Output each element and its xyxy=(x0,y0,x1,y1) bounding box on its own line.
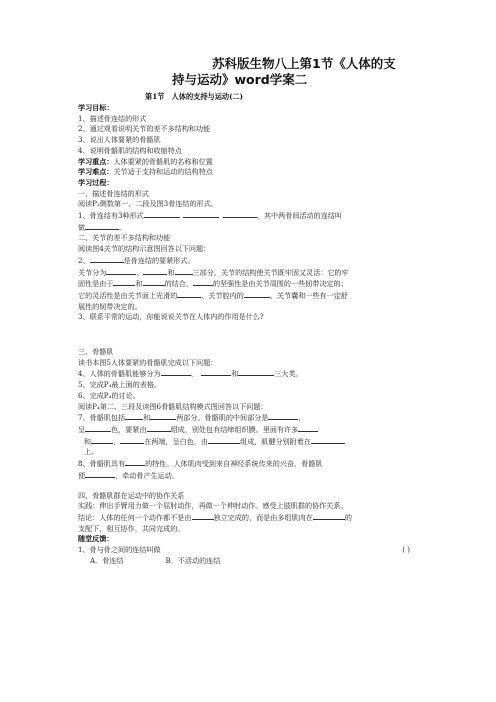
question-text: 的 xyxy=(344,512,352,522)
question-text: 、关节腔内的 xyxy=(201,290,244,300)
question-8 xyxy=(78,458,418,470)
question-text: 它的灵活性是由关节面上光滑的 xyxy=(78,290,178,300)
question-text: 1、骨连结有3种形式 xyxy=(78,211,144,221)
option-a[interactable]: A．骨连结 xyxy=(90,555,124,565)
question-text: 和 xyxy=(84,436,92,446)
question-text: 色，要紧由 xyxy=(111,424,147,434)
question-text: 2、 xyxy=(78,255,90,265)
difficulty-text: 关节适于支持和运动的结构特点 xyxy=(113,167,213,177)
feedback-options xyxy=(78,556,418,567)
answer-blank[interactable] xyxy=(113,278,135,286)
answer-blank[interactable] xyxy=(238,368,274,376)
question-text: 是骨连结的要紧形式。 xyxy=(123,255,195,265)
question-text: 的特性。人体肌肉受到来自神经系统传来的兴奋，骨骼肌 xyxy=(145,459,323,469)
answer-blank[interactable] xyxy=(85,470,115,478)
answer-blank[interactable] xyxy=(193,278,213,286)
question-5: 5、完成P₄最上面的表格。 xyxy=(78,380,162,390)
question-text: 、关节囊和一些有一定舒 xyxy=(269,290,348,300)
answer-blank[interactable] xyxy=(85,424,111,432)
document-body xyxy=(78,103,418,566)
joint-paragraph-line3 xyxy=(78,290,418,302)
question-text: 8、骨骼肌具有 xyxy=(78,459,126,469)
question-text: 和 xyxy=(143,413,151,423)
question-text: 独立完成的，而是由多组肌肉在 xyxy=(213,512,313,522)
question-8-cont xyxy=(78,470,418,482)
question-text: 4、人体的骨骼肌能够分为 xyxy=(78,369,161,379)
question-text: 固性是由于 xyxy=(78,279,114,289)
question-text: 、 xyxy=(190,369,198,379)
question-text: 在两端，呈白色，由 xyxy=(144,436,209,446)
question-text: 的结合， xyxy=(164,279,193,289)
question-text: 和 xyxy=(231,369,239,379)
answer-blank[interactable] xyxy=(147,424,171,432)
question-text: 、 xyxy=(136,267,144,277)
question-7-line4: 上。 xyxy=(84,447,99,457)
question-text: 关节分为 xyxy=(78,267,107,277)
objective-item: 1、描述骨连结的形式 xyxy=(78,113,147,123)
joint-paragraph-line2 xyxy=(78,278,418,290)
objective-item: 2、通过观看说明关节的差不多结构和功能 xyxy=(78,124,211,134)
question-text: 两部分。骨骼肌的中间部分是 xyxy=(176,413,269,423)
section-subtitle: 第1节 人体的支持与运动(二) xyxy=(145,92,244,101)
question-7-line2 xyxy=(78,424,418,436)
answer-blank[interactable] xyxy=(144,210,180,218)
question-text: 和 xyxy=(167,267,175,277)
objective-item: 4、说明骨骼肌的结构和收缩特点 xyxy=(78,145,182,155)
answer-blank[interactable] xyxy=(208,436,240,444)
key-point-text: 人体要紧的骨骼肌的名称和位置 xyxy=(113,156,213,166)
question-text: 做 xyxy=(78,222,86,232)
question-6: 6、完成P₄的讨论。 xyxy=(78,390,140,400)
question-text: 三大类。 xyxy=(274,369,303,379)
section2-intro: 阅读图4关节的结构示意图回答以下问题： xyxy=(78,244,211,254)
question-text: 呈 xyxy=(78,424,86,434)
difficulty-label: 学习难点： xyxy=(78,167,114,177)
question-text: 1、骨与骨之间的连结叫做 xyxy=(78,545,161,555)
question-text: 。 xyxy=(119,222,127,232)
document-title-line2: 持与运动》word学案二 xyxy=(172,72,308,87)
key-point-line xyxy=(78,157,418,168)
question-text: 结论：人体的任何一个动作都不是由 xyxy=(78,512,192,522)
question-4 xyxy=(78,368,418,380)
answer-blank[interactable] xyxy=(313,512,345,520)
section3-intro: 读书本图5人体要紧的骨骼肌完成以下问题： xyxy=(78,357,218,367)
question-text: 7、骨骼肌包括 xyxy=(78,413,126,423)
answer-blank[interactable] xyxy=(311,436,345,444)
answer-blank[interactable] xyxy=(143,267,167,275)
question-1 xyxy=(78,210,418,222)
section3-heading: 三、骨骼肌 xyxy=(78,347,114,357)
answer-blank[interactable] xyxy=(244,290,270,298)
question-text: 三部分。关节的结构使关节既牢固又灵活：它的牢 xyxy=(192,267,349,277)
answer-blank[interactable] xyxy=(161,368,191,376)
answer-blank[interactable] xyxy=(177,290,201,298)
answer-blank[interactable] xyxy=(143,278,165,286)
answer-blank[interactable] xyxy=(298,424,318,432)
question-7 xyxy=(78,412,418,424)
process-heading: 学习过程： xyxy=(78,177,114,187)
answer-bracket[interactable]: ( ) xyxy=(402,545,410,555)
feedback-question-1 xyxy=(78,545,418,556)
question-text: ， xyxy=(113,436,121,446)
section4-heading: 四、骨骼肌群在运动中的协作关系 xyxy=(78,490,185,500)
key-point-label: 学习重点： xyxy=(78,156,114,166)
question-1-cont xyxy=(78,222,418,234)
answer-blank[interactable] xyxy=(91,436,113,444)
section4-conclusion xyxy=(78,512,418,524)
answer-blank[interactable] xyxy=(268,412,298,420)
answer-blank[interactable] xyxy=(150,412,176,420)
answer-blank[interactable] xyxy=(106,267,136,275)
question-text: 和 xyxy=(135,279,143,289)
question-text: ，其中两骨间活动的连结叫 xyxy=(256,211,342,221)
section4-practice: 实践：伸出手臂用力做一个屈肘动作，再做一个伸肘动作。感受上肢肌群的协作关系。 xyxy=(78,501,348,511)
answer-blank[interactable] xyxy=(175,267,193,275)
answer-blank[interactable] xyxy=(90,255,124,263)
question-text: ，牵动骨产生运动。 xyxy=(115,470,179,480)
objectives-heading: 学习目标： xyxy=(78,103,114,112)
answer-blank[interactable] xyxy=(125,412,143,420)
section1-heading: 一、描述骨连结的形式 xyxy=(78,188,149,198)
section3-intro2: 阅读P₄第二、三段及读图6骨骼肌结构模式图回答以下问题： xyxy=(78,401,268,411)
feedback-heading: 随堂反馈： xyxy=(78,534,114,544)
question-text: 组成，肌腱分别附着在 xyxy=(240,436,311,446)
joint-paragraph-line1 xyxy=(78,267,418,279)
option-b[interactable]: B．不活动的连结 xyxy=(165,555,221,565)
question-text: 组成，别处包有结缔组织膜。里面有许多 xyxy=(170,424,299,434)
answer-blank[interactable] xyxy=(223,210,257,218)
answer-blank[interactable] xyxy=(120,436,144,444)
question-text: 的坚强性是由关节周围的一些韧带决定的； xyxy=(212,279,348,289)
answer-blank[interactable] xyxy=(192,512,214,520)
question-text: ， xyxy=(298,413,306,423)
answer-blank[interactable] xyxy=(85,222,119,230)
document-title-line1: 苏科版生物八上第1节《人体的支 xyxy=(212,56,396,71)
section4-conclusion-cont: 支配下，相互协作，共同完成的。 xyxy=(78,523,185,533)
question-text: 便 xyxy=(78,470,86,480)
section2-heading: 二、关节的差不多结构和功能 xyxy=(78,233,171,243)
answer-blank[interactable] xyxy=(125,458,145,466)
joint-paragraph-line4: 展性的韧带决定的。 xyxy=(78,301,142,311)
answer-blank[interactable] xyxy=(183,210,219,218)
section1-intro: 阅读P₂侧数第一、二段及图3骨连结的形式。 xyxy=(78,199,218,209)
difficulty-line xyxy=(78,167,418,178)
answer-blank[interactable] xyxy=(201,368,231,376)
question-2 xyxy=(78,255,418,267)
objective-item: 3、说出人体要紧的骨骼肌 xyxy=(78,135,161,145)
question-3: 3、联系平常的运动，你能说说关节在人体内的作用是什么? xyxy=(78,312,264,322)
question-7-line3 xyxy=(78,436,418,448)
